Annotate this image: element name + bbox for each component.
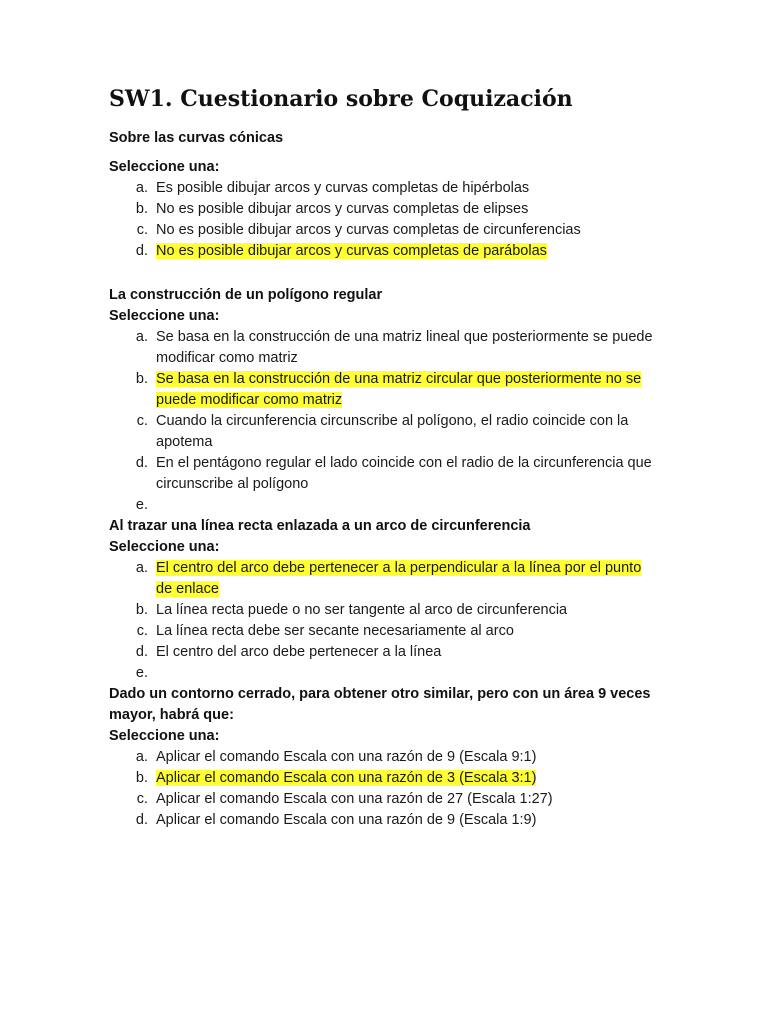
question-4 — [109, 684, 669, 831]
option-letter: c. — [136, 222, 148, 238]
option-c — [109, 411, 669, 453]
option-d — [109, 642, 669, 663]
document-title: SW1. Cuestionario sobre Coquización — [109, 86, 573, 112]
option-d — [109, 241, 669, 262]
option-text: No es posible dibujar arcos y curvas completas de elipses — [156, 201, 529, 217]
question-1 — [109, 128, 669, 262]
option-text: Aplicar el comando Escala con una razón de 27 (Escala 1:27) — [156, 791, 553, 807]
question-prompt: Seleccione una: — [109, 539, 220, 555]
question-2 — [109, 285, 669, 516]
option-letter: b. — [135, 602, 148, 618]
option-letter: d. — [135, 812, 148, 828]
option-e — [109, 663, 669, 684]
option-letter: d. — [135, 644, 148, 660]
option-list — [109, 327, 669, 516]
question-prompt: Seleccione una: — [109, 159, 220, 175]
option-c — [109, 621, 669, 642]
option-text: La línea recta debe ser secante necesariamente al arco — [156, 623, 514, 639]
option-a — [109, 558, 669, 600]
option-text: La línea recta puede o no ser tangente al arco de circunferencia — [156, 602, 568, 618]
option-letter: d. — [135, 455, 148, 471]
option-letter: e. — [135, 497, 148, 513]
option-letter: a. — [135, 560, 148, 576]
option-text: En el pentágono regular el lado coincide con el radio de la circunferencia que circunscribe al polígono — [156, 455, 652, 492]
option-text: No es posible dibujar arcos y curvas completas de circunferencias — [156, 222, 581, 238]
question-title: Al trazar una línea recta enlazada a un arco de circunferencia — [109, 518, 531, 534]
option-letter: c. — [136, 413, 148, 429]
option-a — [109, 327, 669, 369]
option-text: Cuando la circunferencia circunscribe al polígono, el radio coincide con la apotema — [156, 413, 629, 450]
option-b — [109, 199, 669, 220]
option-text-highlighted: No es posible dibujar arcos y curvas completas de parábolas — [156, 243, 547, 259]
option-letter: b. — [135, 371, 148, 387]
question-3 — [109, 516, 669, 684]
option-letter: c. — [136, 623, 148, 639]
option-a — [109, 747, 669, 768]
question-title: La construcción de un polígono regular — [109, 287, 383, 303]
option-letter: a. — [135, 180, 148, 196]
question-title: Sobre las curvas cónicas — [109, 130, 284, 146]
option-letter: e. — [135, 665, 148, 681]
question-prompt: Seleccione una: — [109, 308, 220, 324]
option-letter: b. — [135, 770, 148, 786]
option-c — [109, 220, 669, 241]
option-c — [109, 789, 669, 810]
option-b — [109, 369, 669, 411]
option-a — [109, 178, 669, 199]
option-text: El centro del arco debe pertenecer a la línea — [156, 644, 442, 660]
option-d — [109, 453, 669, 495]
option-letter: d. — [135, 243, 148, 259]
option-letter: a. — [135, 749, 148, 765]
option-b — [109, 768, 669, 789]
questionnaire — [109, 128, 669, 831]
option-text-highlighted: Aplicar el comando Escala con una razón de 3 (Escala 3:1) — [156, 770, 537, 786]
option-list — [109, 178, 669, 262]
option-letter: a. — [135, 329, 148, 345]
option-text: Aplicar el comando Escala con una razón de 9 (Escala 1:9) — [156, 812, 537, 828]
option-text: Es posible dibujar arcos y curvas completas de hipérbolas — [156, 180, 530, 196]
option-e — [109, 495, 669, 516]
option-list — [109, 558, 669, 684]
option-list — [109, 747, 669, 831]
option-letter: b. — [135, 201, 148, 217]
option-text-highlighted: Se basa en la construcción de una matriz circular que posteriormente no se puede modificar como matriz — [156, 371, 642, 408]
question-prompt: Seleccione una: — [109, 728, 220, 744]
option-text: Se basa en la construcción de una matriz lineal que posteriormente se puede modificar como matriz — [156, 329, 653, 366]
option-d — [109, 810, 669, 831]
option-letter: c. — [136, 791, 148, 807]
option-text: Aplicar el comando Escala con una razón de 9 (Escala 9:1) — [156, 749, 537, 765]
option-text-highlighted: El centro del arco debe pertenecer a la perpendicular a la línea por el punto de enlace — [156, 560, 642, 597]
option-b — [109, 600, 669, 621]
question-title: Dado un contorno cerrado, para obtener otro similar, pero con un área 9 veces mayor, habrá que: — [109, 686, 651, 723]
